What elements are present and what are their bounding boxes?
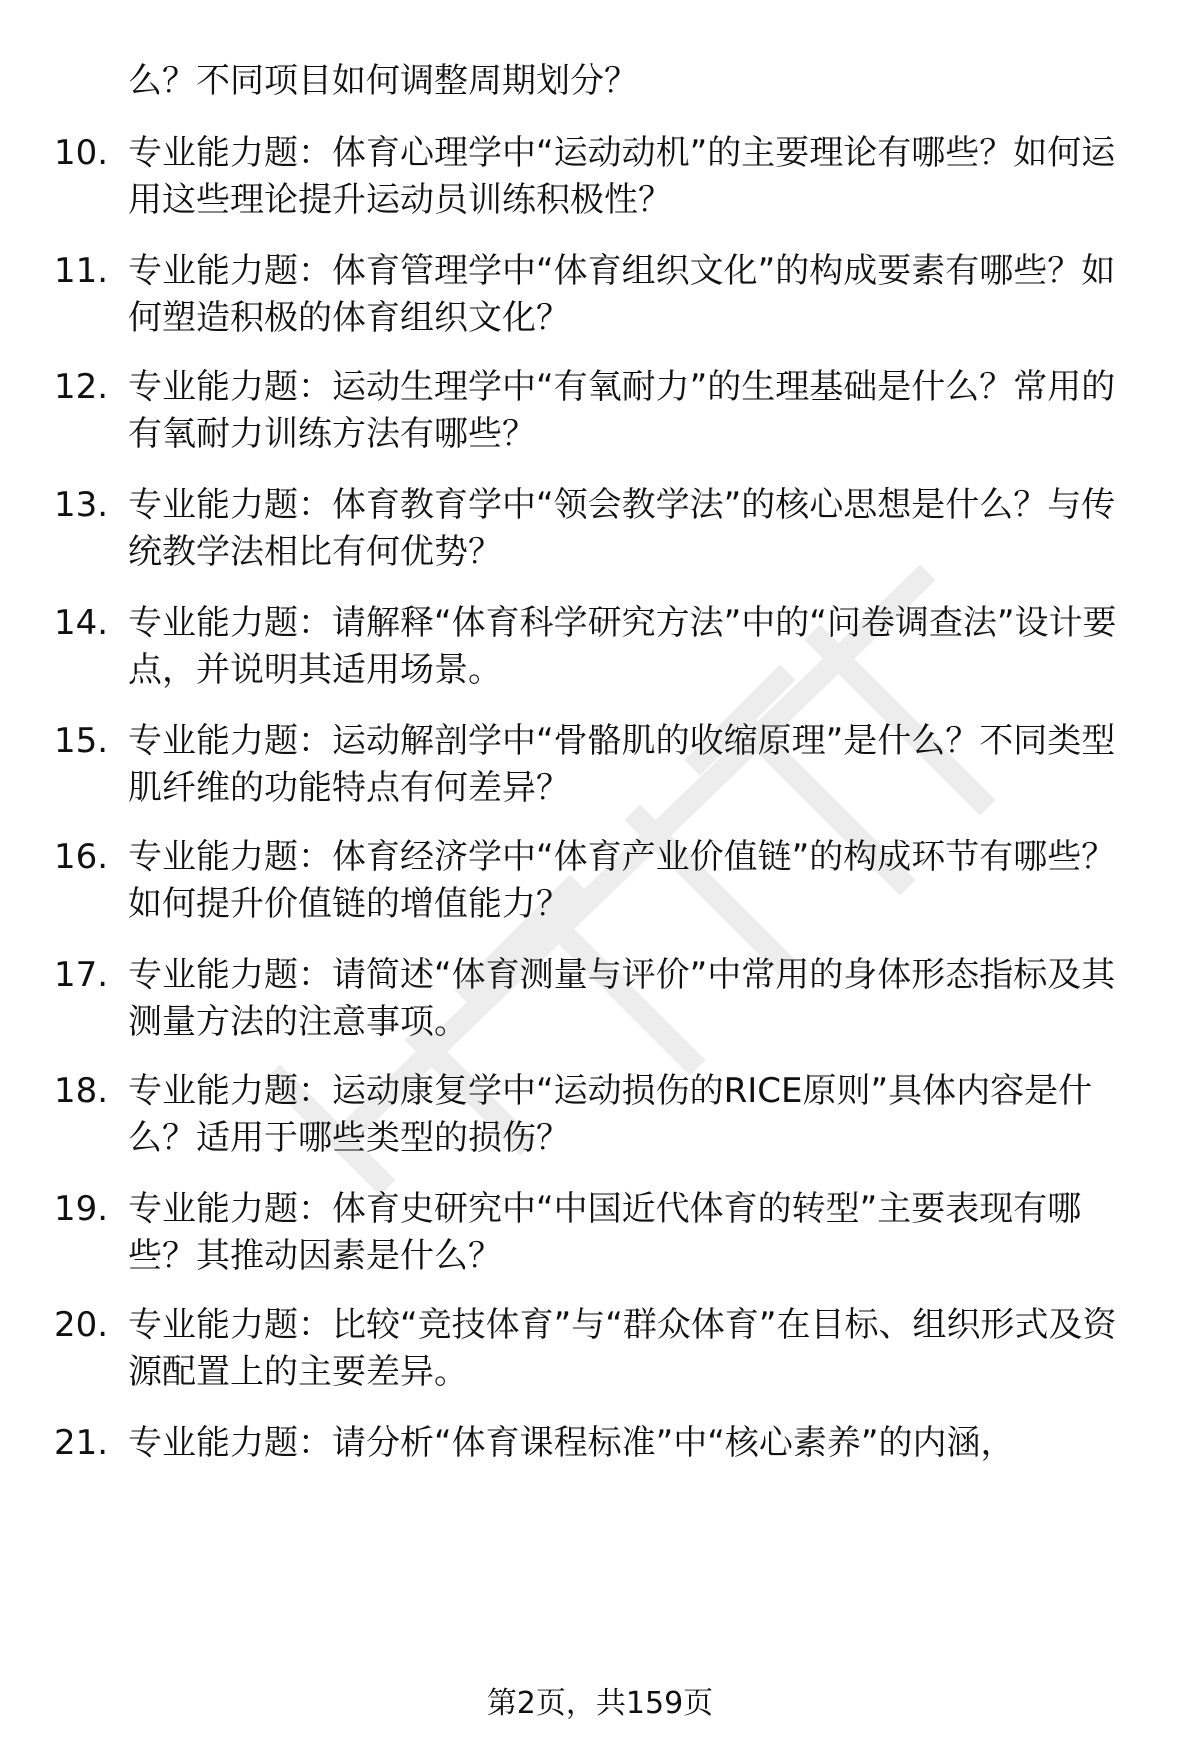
page-number-label: 第2页，共159页: [486, 1686, 714, 1721]
page-footer: [0, 1684, 1200, 1724]
question-number: 15.: [54, 721, 109, 761]
question-number: 17.: [54, 955, 109, 995]
question-number: 18.: [54, 1071, 109, 1111]
question-text: 专业能力题：体育教育学中“领会教学法”的核心思想是什么？与传统教学法相比有何优势？: [128, 485, 1116, 572]
question-text: 专业能力题：运动康复学中“运动损伤的RICE原则”具体内容是什么？适用于哪些类型的损伤？: [128, 1071, 1093, 1158]
question-number: 16.: [54, 837, 109, 877]
question-text: 专业能力题：体育管理学中“体育组织文化”的构成要素有哪些？如何塑造积极的体育组织文化？: [128, 251, 1116, 338]
question-text: 专业能力题：请简述“体育测量与评价”中常用的身体形态指标及其测量方法的注意事项。: [128, 955, 1116, 1042]
question-text: 么？不同项目如何调整周期划分？: [128, 61, 638, 101]
question-number: 10.: [54, 133, 109, 173]
question-number: 12.: [54, 367, 109, 407]
question-text: 专业能力题：体育史研究中“中国近代体育的转型”主要表现有哪些？其推动因素是什么？: [128, 1189, 1082, 1276]
question-text: 专业能力题：运动生理学中“有氧耐力”的生理基础是什么？常用的有氧耐力训练方法有哪些？: [128, 367, 1116, 454]
question-number: 14.: [54, 603, 109, 643]
question-text: 专业能力题：比较“竞技体育”与“群众体育”在目标、组织形式及资源配置上的主要差异。: [128, 1305, 1117, 1392]
question-text: 专业能力题：体育经济学中“体育产业价值链”的构成环节有哪些？如何提升价值链的增值能力？: [128, 837, 1116, 924]
question-number: 20.: [54, 1305, 109, 1345]
question-text: 专业能力题：请分析“体育课程标准”中“核心素养”的内涵，: [128, 1423, 1015, 1463]
question-number: 13.: [54, 485, 109, 525]
question-text: 专业能力题：体育心理学中“运动动机”的主要理论有哪些？如何运用这些理论提升运动员训练积极性？: [128, 133, 1116, 220]
question-text: 专业能力题：运动解剖学中“骨骼肌的收缩原理”是什么？不同类型肌纤维的功能特点有何差异？: [128, 721, 1116, 808]
question-number: 19.: [54, 1189, 109, 1229]
question-number: 21.: [54, 1423, 109, 1463]
question-text: 专业能力题：请解释“体育科学研究方法”中的“问卷调查法”设计要点，并说明其适用场景。: [128, 603, 1117, 690]
question-number: 11.: [54, 251, 109, 291]
